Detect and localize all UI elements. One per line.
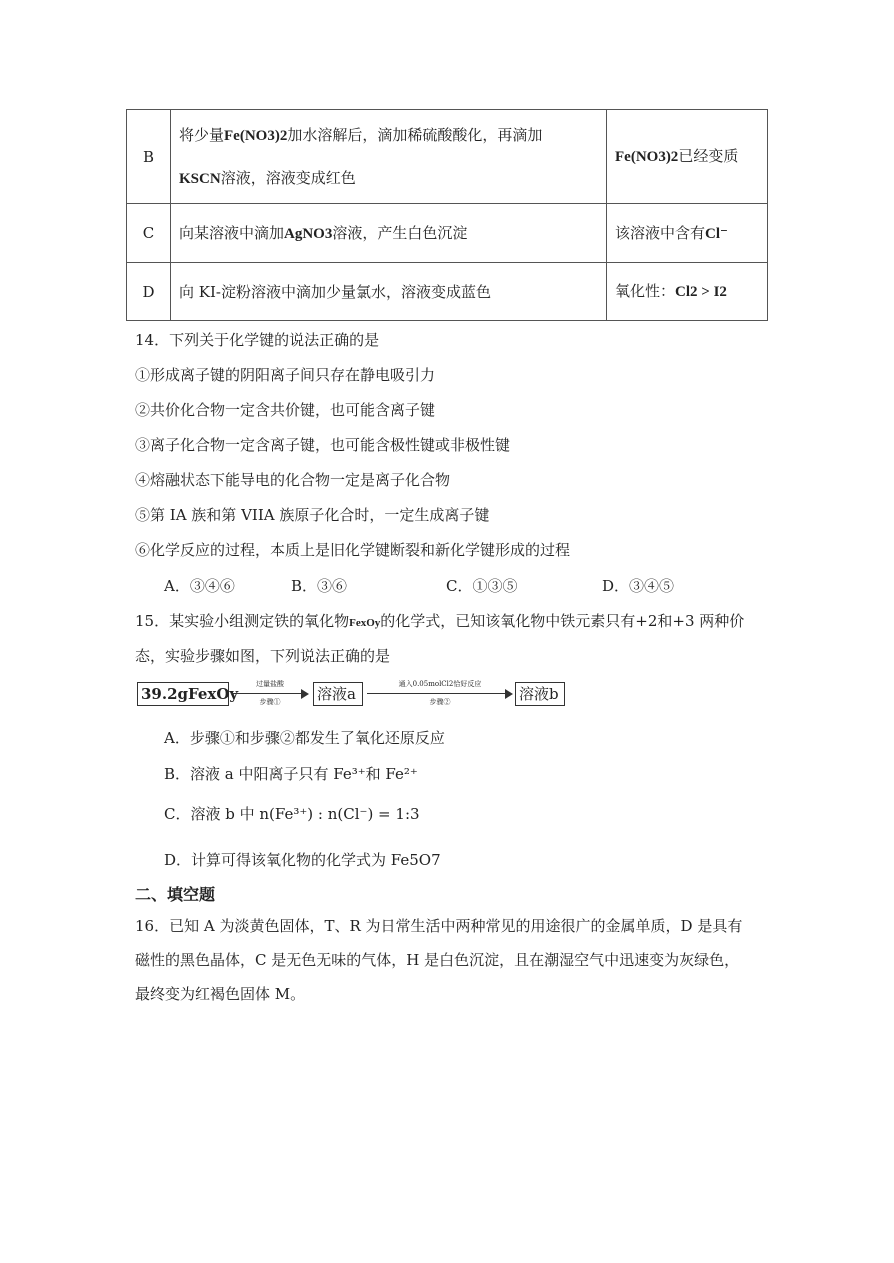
exp-text: 向 KI-淀粉溶液中滴加少量氯水，溶液变成蓝色	[179, 282, 491, 301]
result-cell	[607, 110, 768, 204]
q15-option-d[interactable]: D．计算可得该氧化物的化学式为 Fe5O7	[164, 851, 441, 869]
q14-item: ④熔融状态下能导电的化合物一定是离子化合物	[135, 471, 451, 489]
q14-item: ③离子化合物一定含离子键，也可能含极性键或非极性键	[135, 436, 511, 454]
q14-item: ⑤第 IA 族和第 VIIA 族原子化合时，一定生成离子键	[135, 506, 490, 524]
choice-b[interactable]: B．③⑥	[291, 577, 348, 595]
step2-reagent: 通入0.05molCl2恰好反应	[398, 680, 482, 688]
arrow-line	[367, 693, 507, 694]
q15-stem-text: 的化学式，已知该氧化物中铁元素只有+2和+3 两种价	[380, 612, 745, 630]
q15-option-c[interactable]: C．溶液 b 中 n(Fe³⁺) : n(Cl⁻) = 1:3	[164, 805, 420, 823]
step1-arrow	[231, 682, 309, 708]
table-row	[127, 110, 768, 204]
q15-stem	[135, 611, 744, 633]
q14-item: ⑥化学反应的过程，本质上是旧化学键断裂和新化学键形成的过程	[135, 541, 571, 559]
q16-line: 最终变为红褐色固体 M。	[135, 985, 306, 1003]
result-cell	[607, 263, 768, 321]
result-text: 氧化性：	[615, 282, 676, 300]
row-label: C	[127, 204, 171, 263]
chem-formula: Cl2 > I2	[675, 284, 727, 300]
q14-stem: 14．下列关于化学键的说法正确的是	[135, 331, 380, 349]
choice-c[interactable]: C．①③⑤	[446, 577, 518, 595]
chem-formula: Fe(NO3)2	[615, 149, 679, 165]
exp-text: 向某溶液中滴加	[179, 223, 285, 242]
step1-label: 步骤①	[259, 698, 281, 706]
exp-text: 加水溶解后，滴加稀硫酸酸化，再滴加	[287, 125, 543, 144]
q16-line: 磁性的黑色晶体，C 是无色无味的气体，H 是白色沉淀，且在潮湿空气中迅速变为灰绿色，	[135, 951, 740, 969]
options-table	[126, 109, 768, 321]
result-cell	[607, 204, 768, 263]
q15-stem-text: 15．某实验小组测定铁的氧化物	[135, 612, 350, 630]
exp-text: 将少量	[179, 125, 225, 144]
step1-reagent: 过量盐酸	[256, 680, 284, 688]
chem-formula: FexOy	[349, 617, 381, 629]
q15-stem-line2: 态，实验步骤如图，下列说法正确的是	[135, 647, 391, 665]
q14-item: ②共价化合物一定含共价键，也可能含离子键	[135, 401, 436, 419]
step2-arrow	[367, 682, 513, 708]
row-label: B	[127, 110, 171, 204]
q15-option-b[interactable]: B．溶液 a 中阳离子只有 Fe³⁺和 Fe²⁺	[164, 765, 418, 783]
table-row	[127, 263, 768, 321]
arrow-line	[231, 693, 303, 694]
chem-formula: AgNO3	[284, 225, 333, 242]
start-box: 39.2gFexOy	[137, 682, 229, 706]
experiment-flow-diagram	[137, 682, 577, 708]
q15-option-a[interactable]: A．步骤①和步骤②都发生了氧化还原反应	[164, 729, 445, 747]
q16-line: 16．已知 A 为淡黄色固体，T、R 为日常生活中两种常见的用途很广的金属单质，D 是具有	[135, 917, 743, 935]
exp-text: 溶液，溶液变成红色	[220, 168, 356, 187]
chem-formula: Cl⁻	[705, 225, 728, 242]
choice-a[interactable]: A．③④⑥	[164, 577, 235, 595]
experiment-cell	[171, 110, 607, 204]
q14-item: ①形成离子键的阴阳离子间只存在静电吸引力	[135, 366, 436, 384]
experiment-cell	[171, 204, 607, 263]
choice-d[interactable]: D．③④⑤	[602, 577, 675, 595]
exp-text: 溶液，产生白色沉淀	[332, 223, 468, 242]
section-heading: 二、填空题	[135, 885, 216, 904]
row-label: D	[127, 263, 171, 321]
table-row	[127, 204, 768, 263]
step2-label: 步骤②	[429, 698, 451, 706]
chem-formula: Fe(NO3)2	[224, 127, 288, 144]
solution-a-box: 溶液a	[313, 682, 363, 706]
solution-b-box: 溶液b	[515, 682, 565, 706]
result-text: 已经变质	[678, 147, 739, 165]
result-text: 该溶液中含有	[615, 223, 706, 242]
experiment-cell	[171, 263, 607, 321]
chem-formula: KSCN	[179, 170, 221, 187]
